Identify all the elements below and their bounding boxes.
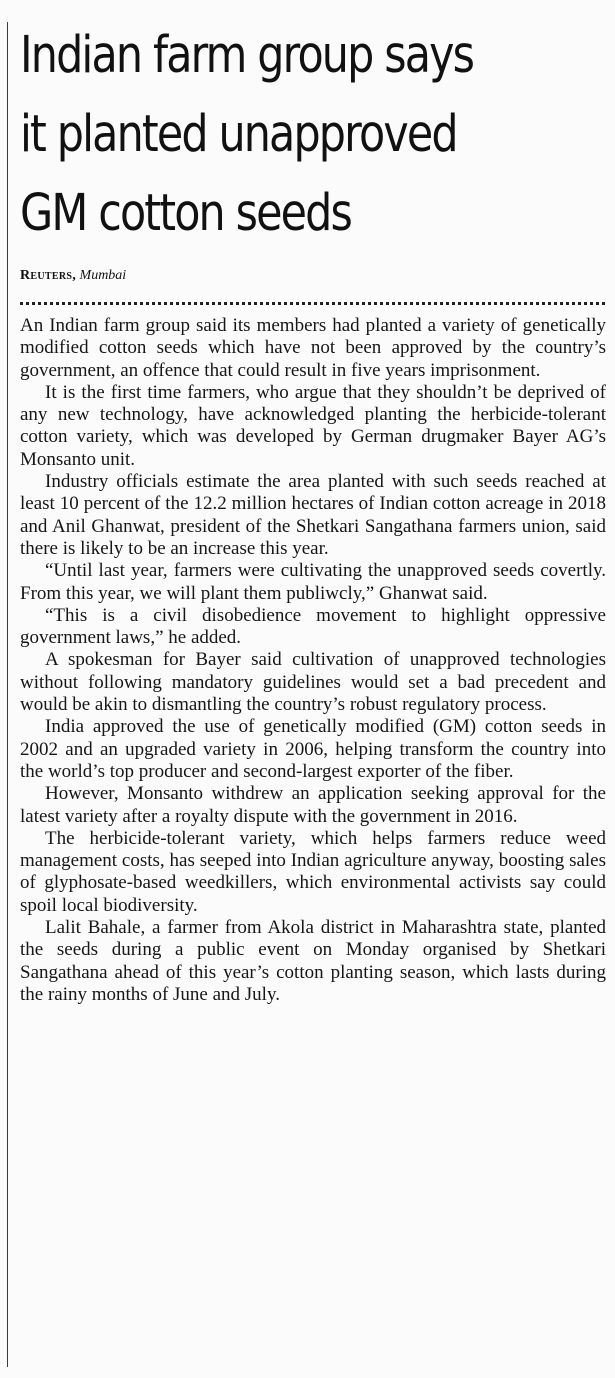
paragraph: “Until last year, farmers were cultivating the unapproved seeds covertly. From this year, we will plant them publiwcly,” Ghanwat said. (20, 560, 606, 604)
dotted-divider (20, 302, 605, 305)
headline-line: Indian farm group says (20, 26, 474, 85)
paragraph: Lalit Bahale, a farmer from Akola district in Maharashtra state, planted the seeds during a public event on Monday organised by Shetkari Sangathana ahead of this year’s cotton planting season, which lasts during the rainy months of June and July. (20, 917, 606, 1005)
paragraph: The herbicide-tolerant variety, which helps farmers reduce weed management costs, has seeped into Indian agriculture anyway, boosting sales of glyphosate-based weedkillers, which environmental activists say could spoil local biodiversity. (20, 827, 606, 916)
byline-dateline: Mumbai (79, 268, 127, 283)
article-body (20, 315, 606, 1006)
headline-line: GM cotton seeds (20, 184, 351, 243)
paragraph: India approved the use of genetically modified (GM) cotton seeds in 2002 and an upgraded variety in 2006, helping transform the country into the world’s top producer and second-largest exporter of the fiber. (20, 716, 606, 782)
paragraph: An Indian farm group said its members had planted a variety of genetically modified cotton seeds which have not been approved by the country’s government, an offence that could result in five years imprisonment. (20, 315, 606, 381)
paragraph: However, Monsanto withdrew an application seeking approval for the latest variety after a royalty dispute with the government in 2016. (20, 783, 606, 827)
headline (20, 16, 514, 253)
byline (20, 268, 608, 284)
paragraph: “This is a civil disobedience movement to highlight oppressive government laws,” he added. (20, 604, 606, 649)
article (20, 16, 608, 1006)
headline-line: it planted unapproved (20, 105, 457, 164)
paragraph: A spokesman for Bayer said cultivation of unapproved technologies without following mandatory guidelines would set a bad precedent and would be akin to dismantling the country’s robust regulatory process. (20, 649, 606, 716)
byline-agency: Reuters, (20, 268, 77, 283)
paragraph: It is the first time farmers, who argue that they shouldn’t be deprived of any new technology, have acknowledged planting the herbicide-tolerant cotton variety, which was developed by German drugmaker Bayer AG’s Monsanto unit. (20, 381, 606, 470)
column-rule (7, 22, 8, 1367)
paragraph: Industry officials estimate the area planted with such seeds reached at least 10 percent of the 12.2 million hectares of Indian cotton acreage in 2018 and Anil Ghanwat, president of the Shetkari Sangathana farmers union, said there is likely to be an increase this year. (20, 471, 606, 559)
